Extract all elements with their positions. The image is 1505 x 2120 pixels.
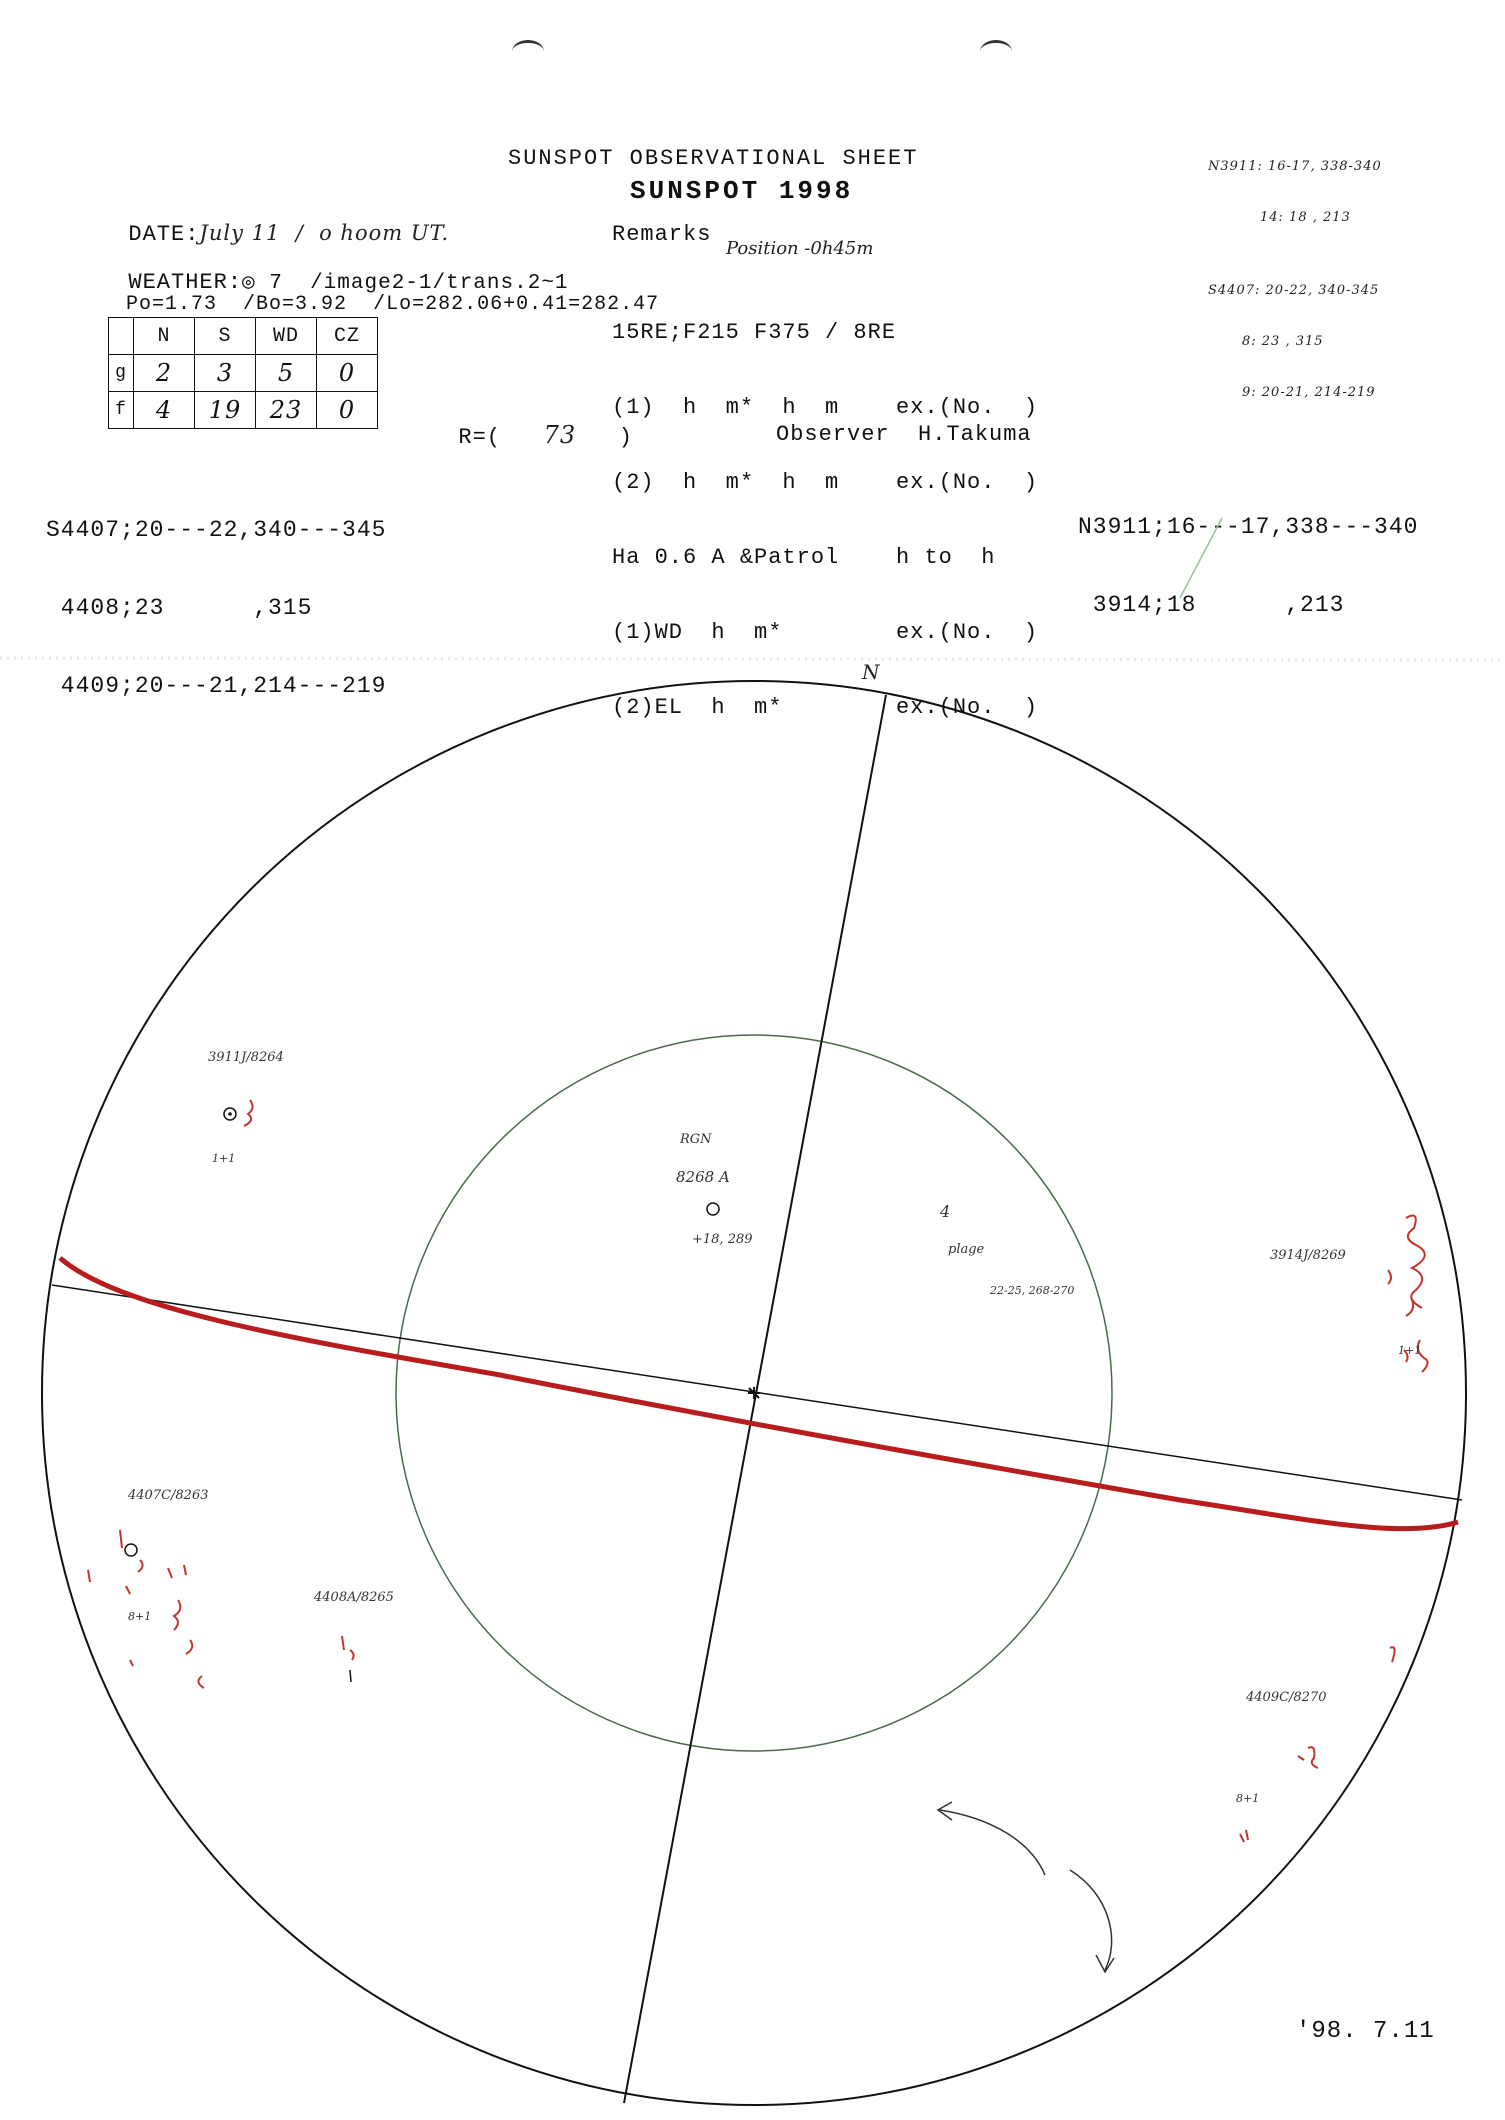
label-plage: plage <box>948 1242 985 1257</box>
remarks-line: (2) h m* h m ex.(No. ) <box>612 470 1039 495</box>
label-rgn-position: +18, 289 <box>692 1232 753 1247</box>
table-header-cz: CZ <box>317 318 378 355</box>
remarks-line: (1) h m* h m ex.(No. ) <box>612 395 1039 420</box>
count-group-3914: 1+1 <box>1398 1344 1422 1357</box>
spot-group-4409 <box>1240 1647 1395 1842</box>
note-line: 9: 20-21, 214-219 <box>1242 385 1376 400</box>
label-plage-position: 22-25, 268-270 <box>990 1284 1075 1297</box>
g-south: 3 <box>195 355 256 392</box>
table-header-wd: WD <box>256 318 317 355</box>
date-stamp: '98. 7.11 <box>1296 2018 1435 2045</box>
count-group-4409: 8+1 <box>1236 1792 1260 1805</box>
observer-name: Observer H.Takuma <box>776 422 1032 447</box>
date-value: July 11 / o hoom UT. <box>199 221 450 245</box>
label-rgn-title: RGN <box>680 1132 712 1147</box>
f-cz: 0 <box>317 392 378 429</box>
spot-3911-core <box>228 1112 232 1116</box>
bo-value: /Bo=3.92 <box>243 293 348 316</box>
f-wd: 23 <box>256 392 317 429</box>
f-south: 19 <box>195 392 256 429</box>
lo-value: /Lo=282.06+0.41=282.47 <box>373 293 660 316</box>
r-value: 73 <box>543 421 577 449</box>
region-line: 3914;18 ,213 <box>1078 592 1345 618</box>
rotation-arrow-upper <box>940 1810 1045 1875</box>
g-cz: 0 <box>317 355 378 392</box>
weather-label: WEATHER: <box>128 270 243 295</box>
r-label: R=( <box>458 425 502 450</box>
row-label-f: f <box>109 392 134 429</box>
region-line: S4407;20---22,340---345 <box>46 517 387 543</box>
rgn-8268-marker <box>707 1203 719 1215</box>
po-value: Po=1.73 <box>126 293 218 316</box>
spot-group-4408 <box>342 1636 354 1660</box>
label-group-4407: 4407C/8263 <box>128 1488 209 1503</box>
spot-4407 <box>125 1544 137 1556</box>
date-label: DATE: <box>128 222 200 247</box>
g-wd: 5 <box>256 355 317 392</box>
label-plage-mark: 4 <box>940 1202 951 1221</box>
label-group-3911: 3911J/8264 <box>208 1050 284 1065</box>
remarks-line: (1)WD h m* ex.(No. ) <box>612 620 1039 645</box>
spot-4408-umbra <box>350 1670 351 1682</box>
sheet-title: SUNSPOT OBSERVATIONAL SHEET <box>508 146 919 171</box>
region-line: 4408;23 ,315 <box>46 595 313 621</box>
region-line: N3911;16---17,338---340 <box>1078 514 1419 540</box>
torn-edge-line <box>0 658 1505 660</box>
note-line: N3911: 16-17, 338-340 <box>1208 159 1382 174</box>
faint-green-mark <box>1180 518 1222 598</box>
north-label: N <box>862 660 880 684</box>
sheet-subtitle: SUNSPOT 1998 <box>630 176 854 206</box>
remarks-label: Remarks <box>612 222 712 247</box>
table-header-n: N <box>134 318 195 355</box>
label-group-4409: 4409C/8270 <box>1246 1690 1327 1705</box>
rotation-arrow-lower <box>1070 1870 1112 1970</box>
row-label-g: g <box>109 355 134 392</box>
remarks-line: (2)EL h m* ex.(No. ) <box>612 695 1039 720</box>
table-header-s: S <box>195 318 256 355</box>
label-group-3914: 3914J/8269 <box>1270 1248 1346 1263</box>
spot-3911-penumbra <box>244 1100 253 1126</box>
weather-value: ◎ 7 /image2-1/trans.2~1 <box>242 272 569 295</box>
remarks-handwritten: Position -0h45m <box>726 238 874 259</box>
note-line: S4407: 20-22, 340-345 <box>1208 283 1380 298</box>
note-line: 14: 18 , 213 <box>1260 210 1351 225</box>
remarks-line: Ha 0.6 A &Patrol h to h <box>612 545 996 570</box>
disk-center-mark <box>748 1387 760 1399</box>
label-group-4408: 4408A/8265 <box>314 1590 394 1605</box>
remarks-line: 15RE;F215 F375 / 8RE <box>612 320 897 345</box>
r-close: ) <box>618 425 633 450</box>
g-north: 2 <box>134 355 195 392</box>
f-north: 4 <box>134 392 195 429</box>
count-group-4407: 8+1 <box>128 1610 152 1623</box>
count-group-3911: 1+1 <box>212 1152 236 1165</box>
label-rgn-id: 8268 A <box>676 1168 730 1186</box>
region-line: 4409;20---21,214---219 <box>46 673 387 699</box>
spot-group-4407 <box>88 1530 204 1688</box>
note-line: 8: 23 , 315 <box>1242 334 1324 349</box>
